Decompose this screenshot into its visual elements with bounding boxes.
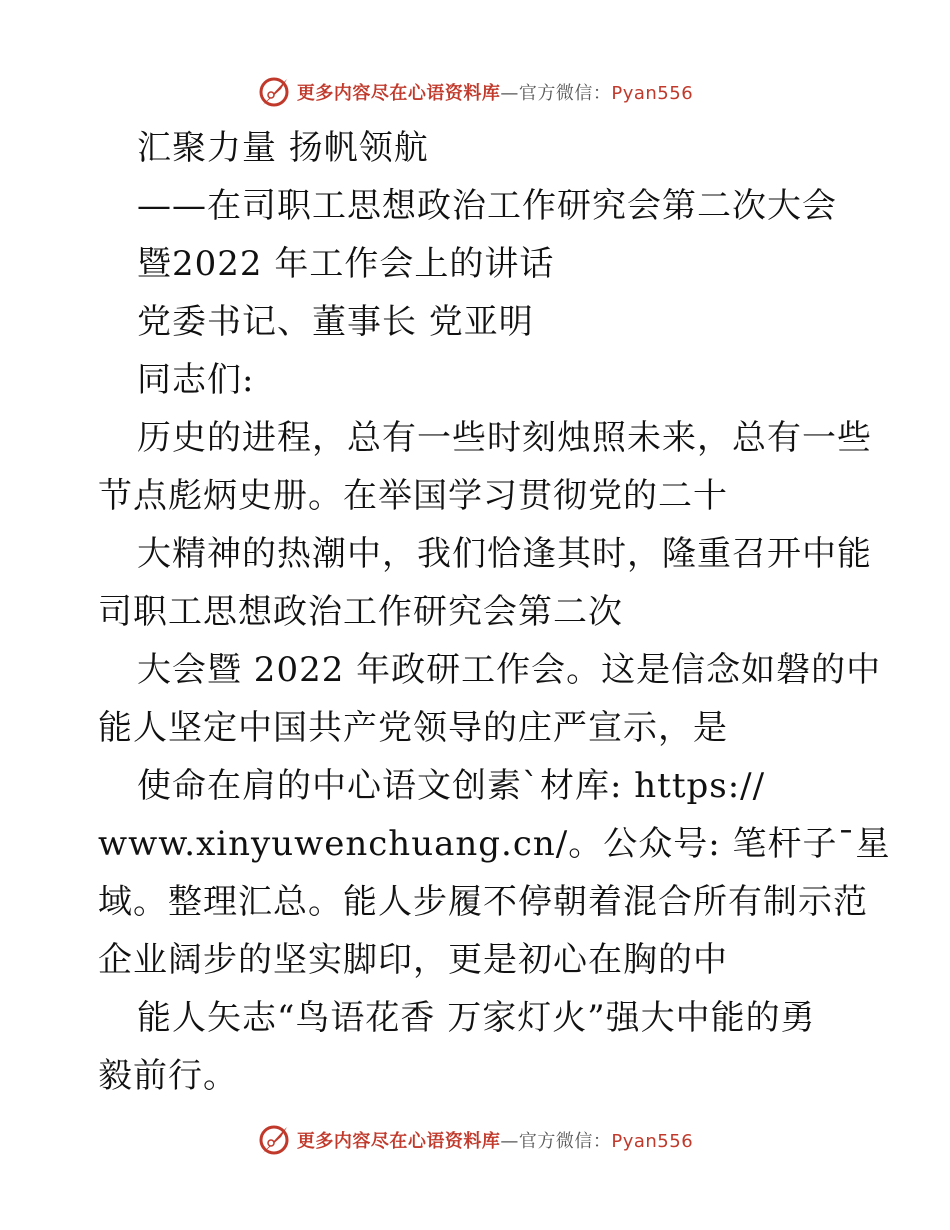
banner-dash: — <box>500 83 519 104</box>
quill-pen-logo-icon <box>257 75 291 109</box>
salutation: 同志们: <box>137 360 255 400</box>
promo-text: 更多内容尽在心语资料库 <box>296 83 501 104</box>
promo-text: 更多内容尽在心语资料库 <box>296 1131 501 1152</box>
body-line: 能人坚定中国共产党领导的庄严宣示，是 <box>98 708 728 748</box>
body-line: 节点彪炳史册。在举国学习贯彻党的二十 <box>98 476 728 516</box>
quill-pen-logo-icon <box>257 1123 291 1157</box>
banner-dash: — <box>500 1131 519 1152</box>
body-line: 大会暨 2022 年政研工作会。这是信念如磐的中 <box>137 650 882 690</box>
body-line: 域。整理汇总。能人步履不停朝着混合所有制示范 <box>98 882 868 922</box>
body-line: www.xinyuwenchuang.cn/。公众号: 笔杆子¯星 <box>98 824 891 864</box>
wechat-id: Pyan556 <box>611 1131 694 1152</box>
wechat-id: Pyan556 <box>611 83 694 104</box>
body-line: 历史的进程，总有一些时刻烛照未来，总有一些 <box>137 418 872 458</box>
wechat-label: 官方微信： <box>518 83 612 104</box>
body-line: 大精神的热潮中，我们恰逢其时，隆重召开中能 <box>137 534 872 574</box>
header-banner <box>0 72 950 112</box>
body-line: 能人矢志“鸟语花香 万家灯火”强大中能的勇 <box>137 998 816 1038</box>
footer-banner <box>0 1120 950 1160</box>
body-line: 使命在肩的中心语文创素`材库: https:// <box>137 766 766 806</box>
speech-subtitle-line-2: 暨2022 年工作会上的讲话 <box>137 244 555 284</box>
speech-subtitle-line-1: ——在司职工思想政治工作研究会第二次大会 <box>137 186 837 226</box>
body-line: 司职工思想政治工作研究会第二次 <box>98 592 623 632</box>
speech-title: 汇聚力量 扬帆领航 <box>137 128 429 168</box>
speaker-line: 党委书记、董事长 党亚明 <box>137 302 534 342</box>
body-line: 毅前行。 <box>98 1056 238 1096</box>
body-line: 企业阔步的坚实脚印，更是初心在胸的中 <box>98 940 728 980</box>
header-banner-text <box>297 79 693 105</box>
wechat-label: 官方微信： <box>518 1131 612 1152</box>
footer-banner-text <box>297 1127 693 1153</box>
